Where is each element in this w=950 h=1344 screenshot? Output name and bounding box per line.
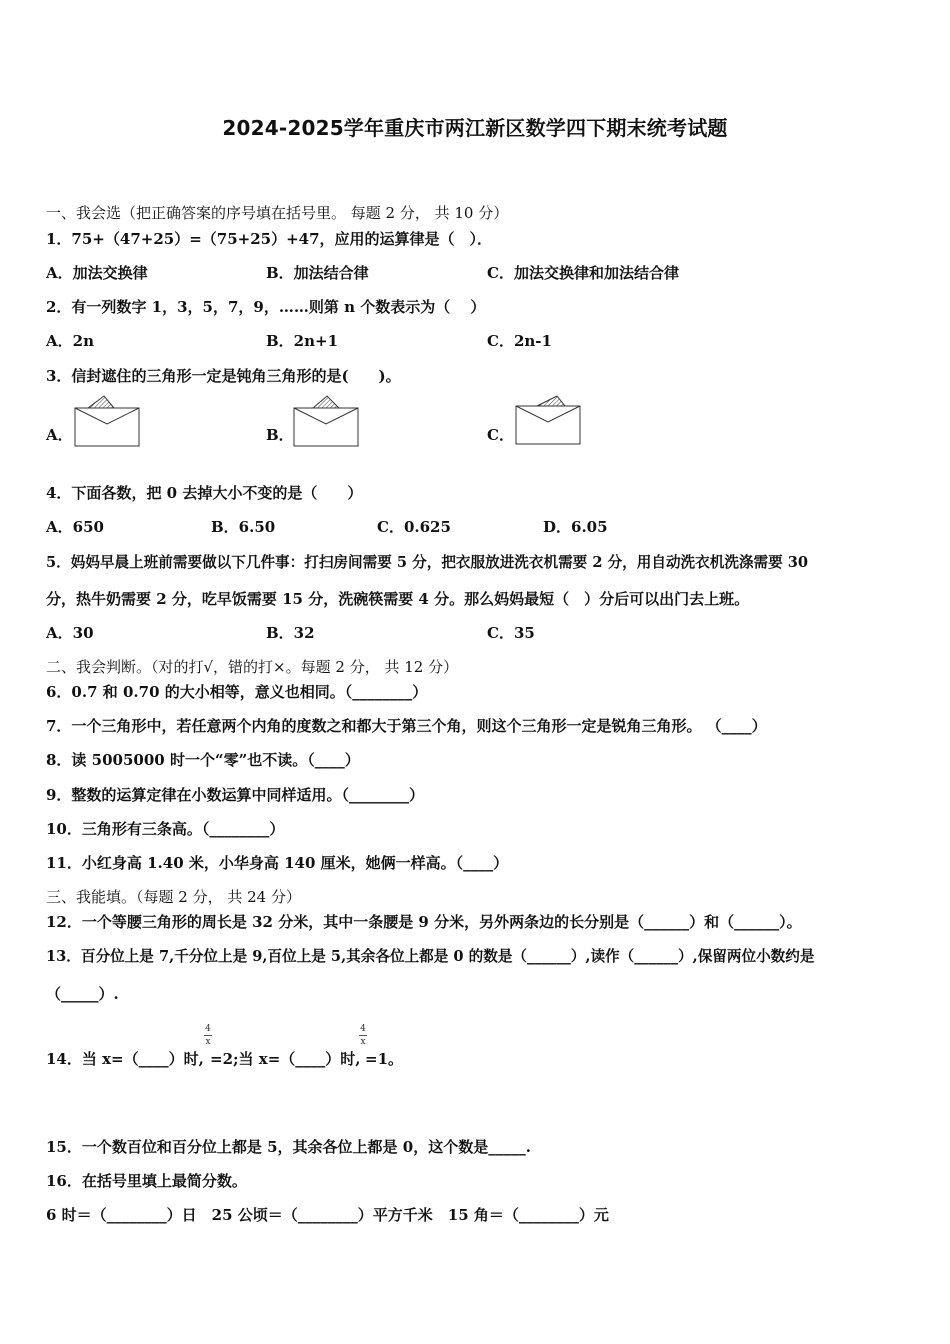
envelope-triangle-a-image (74, 394, 142, 448)
q3-option-c: C． (487, 426, 514, 444)
question-4: 4．下面各数，把 0 去掉大小不变的是（ ） (46, 484, 363, 502)
q4-option-a: A．650 (46, 518, 104, 536)
question-6: 6．0.7 和 0.70 的大小相等，意义也相同。（________） (46, 683, 428, 701)
envelope-triangle-c-image (515, 392, 583, 446)
question-14-part1: 14．当 x=（____）时, (46, 1050, 204, 1068)
page-title: 2024-2025学年重庆市两江新区数学四下期末统考试题 (222, 116, 728, 140)
q1-option-b: B．加法结合律 (266, 264, 369, 282)
q5-option-a: A．30 (46, 624, 94, 642)
question-13-line1: 13．百分位上是 7,千分位上是 9,百位上是 5,其余各位上都是 0 的数是（______）,读作（______）,保留两位小数约是 (46, 948, 815, 965)
section1-heading: 一、我会选（把正确答案的序号填在括号里。 每题 2 分， 共 10 分） (46, 204, 509, 222)
question-11: 11．小红身高 1.40 米，小华身高 140 厘米，她俩一样高。（____） (46, 854, 509, 872)
question-3: 3．信封遮住的三角形一定是钝角三角形的是( )。 (46, 367, 401, 385)
q3-option-b: B． (266, 426, 294, 444)
fraction-denominator: x (360, 1037, 366, 1047)
q1-option-c: C．加法交换律和加法结合律 (487, 264, 679, 282)
question-8: 8．读 5005000 时一个“零”也不读。（____） (46, 751, 360, 769)
q2-option-c: C．2n-1 (487, 332, 552, 350)
question-14-part2: =2;当 x=（____）时, (210, 1050, 361, 1068)
q3-option-a: A． (46, 426, 73, 444)
fraction-bar (204, 1035, 212, 1036)
question-5-line2: 分，热牛奶需要 2 分，吃早饭需要 15 分，洗碗筷需要 4 分。那么妈妈最短（ ）分后可以出门去上班。 (46, 590, 750, 608)
fraction-4-over-x-2 (358, 1024, 368, 1047)
fraction-4-over-x-1 (203, 1024, 213, 1047)
q4-option-c: C．0.625 (377, 518, 451, 536)
question-10: 10．三角形有三条高。（________） (46, 820, 285, 838)
fraction-numerator: 4 (205, 1024, 211, 1034)
question-15: 15．一个数百位和百分位上都是 5，其余各位上都是 0，这个数是_____. (46, 1138, 531, 1156)
q4-option-b: B．6.50 (211, 518, 276, 536)
q1-option-a: A．加法交换律 (46, 264, 148, 282)
section2-heading: 二、我会判断。（对的打√，错的打×。每题 2 分， 共 12 分） (46, 658, 459, 676)
question-16: 16．在括号里填上最简分数。 (46, 1172, 247, 1190)
fraction-denominator: x (205, 1037, 211, 1047)
question-5-line1: 5．妈妈早晨上班前需要做以下几件事：打扫房间需要 5 分，把衣服放进洗衣机需要 2 分，用自动洗衣机洗涤需要 30 (46, 554, 809, 571)
question-12: 12．一个等腰三角形的周长是 32 分米，其中一条腰是 9 分米，另外两条边的长分别是（______）和（______）。 (46, 913, 802, 931)
question-14-part3: =1。 (365, 1050, 404, 1068)
q2-option-b: B．2n+1 (266, 332, 339, 350)
q5-option-b: B．32 (266, 624, 315, 642)
q2-option-a: A．2n (46, 332, 94, 350)
question-13-line2: （_____）. (46, 985, 119, 1003)
question-2: 2．有一列数字 1，3，5，7，9，……则第 n 个数表示为（ ） (46, 298, 486, 316)
fraction-bar (359, 1035, 367, 1036)
q5-option-c: C．35 (487, 624, 535, 642)
section3-heading: 三、我能填。（每题 2 分， 共 24 分） (46, 888, 301, 906)
envelope-triangle-b-image (293, 394, 361, 448)
question-1: 1．75+（47+25）=（75+25）+47，应用的运算律是（ ）． (46, 230, 493, 248)
fraction-numerator: 4 (360, 1024, 366, 1034)
q4-option-d: D．6.05 (543, 518, 608, 536)
question-9: 9．整数的运算定律在小数运算中同样适用。（________） (46, 786, 424, 804)
question-7: 7．一个三角形中，若任意两个内角的度数之和都大于第三个角，则这个三角形一定是锐角三角形。 （____） (46, 717, 767, 735)
question-16-fill-line: 6 时＝（________）日 25 公顷＝（________）平方千米 15 角＝（________）元 (46, 1206, 609, 1224)
